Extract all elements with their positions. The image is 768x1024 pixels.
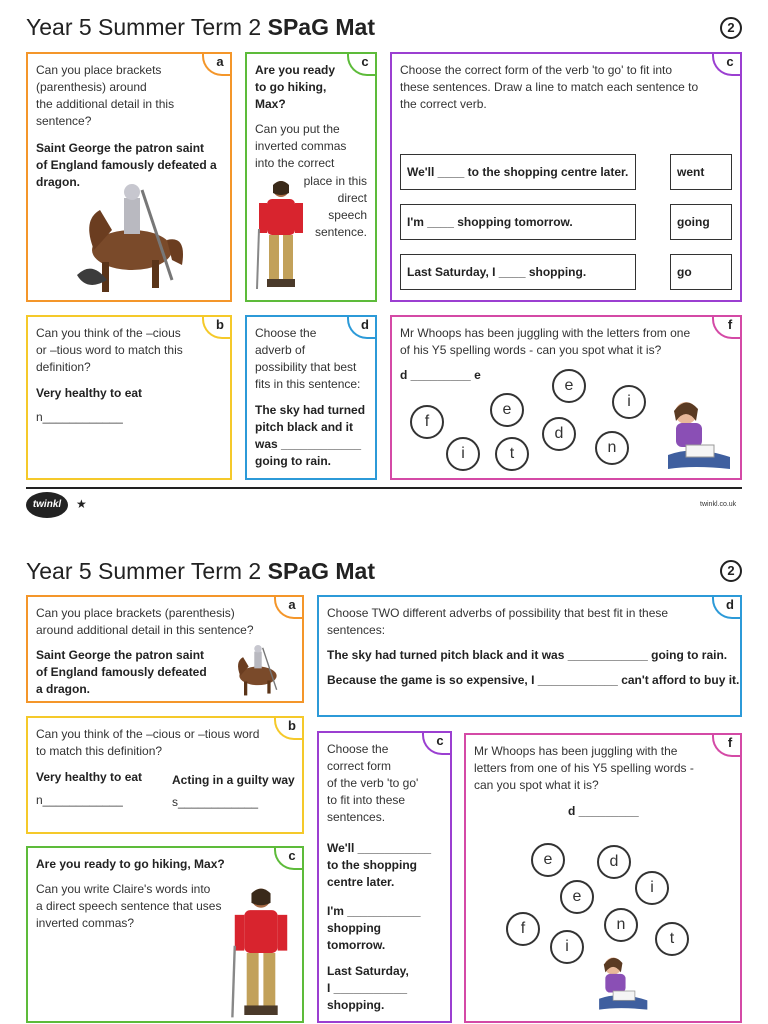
question-a-box bbox=[26, 52, 232, 302]
hiker-illustration-icon bbox=[230, 886, 292, 1020]
line: Mr Whoops has been juggling with the letters from one bbox=[400, 326, 691, 340]
question-b-answer-2[interactable]: s____________ bbox=[172, 795, 259, 809]
line: letters from one of his Y5 spelling words - bbox=[474, 761, 694, 775]
letter-bubble: i bbox=[612, 385, 646, 419]
star-icon: ★ bbox=[76, 497, 87, 511]
question-d-sentence-2[interactable]: Because the game is so expensive, I ____________ can't afford to buy it. bbox=[327, 673, 740, 687]
question-a-sentence bbox=[36, 647, 207, 698]
page-number: 2 bbox=[720, 17, 742, 39]
line: Choose the correct form of the verb 'to go' to fit into bbox=[400, 63, 673, 77]
tab-f: f bbox=[712, 733, 742, 757]
question-f-box bbox=[464, 733, 742, 1023]
letter-bubble: t bbox=[655, 922, 689, 956]
line: definition? bbox=[36, 360, 91, 374]
verb-question bbox=[400, 62, 698, 113]
line: We'll ___________ bbox=[327, 841, 432, 855]
line: to match this definition? bbox=[36, 744, 163, 758]
tab-b: b bbox=[202, 315, 232, 339]
line: direct bbox=[337, 191, 367, 205]
line: Can you place brackets (parenthesis) bbox=[36, 606, 235, 620]
question-d-text bbox=[255, 325, 360, 393]
letter-bubble: n bbox=[595, 431, 629, 465]
letter-bubble: n bbox=[604, 908, 638, 942]
verb-option-going[interactable]: going bbox=[670, 204, 732, 240]
line: Last Saturday, bbox=[327, 964, 409, 978]
line: pitch black and it bbox=[255, 420, 354, 434]
line: possibility that best bbox=[255, 360, 357, 374]
question-b-text bbox=[36, 726, 259, 760]
line: or –tious word to match this bbox=[36, 343, 183, 357]
page-number: 2 bbox=[720, 560, 742, 582]
question-a-box bbox=[26, 595, 304, 703]
girl-reading-illustration-icon bbox=[664, 399, 736, 473]
question-d-box bbox=[317, 595, 742, 717]
knight-dragon-illustration-icon bbox=[230, 643, 286, 697]
question-b-answer-1[interactable]: n____________ bbox=[36, 793, 123, 807]
tab-f: f bbox=[712, 315, 742, 339]
line: I ___________ bbox=[327, 981, 408, 995]
line: (parenthesis) around bbox=[36, 80, 147, 94]
question-f-box bbox=[390, 315, 742, 480]
tab-a: a bbox=[202, 52, 232, 76]
line: speech bbox=[328, 208, 367, 222]
line: can you spot what it is? bbox=[474, 778, 599, 792]
line: sentences: bbox=[327, 623, 386, 637]
line: Choose TWO different adverbs of possibility that best fit in these bbox=[327, 606, 669, 620]
hike-prompt-right bbox=[297, 173, 367, 241]
title-bold: SPaG Mat bbox=[267, 14, 375, 40]
tab-d: d bbox=[347, 315, 377, 339]
letter-bubble: i bbox=[550, 930, 584, 964]
question-a-text bbox=[36, 605, 254, 639]
question-c-hike-box bbox=[26, 846, 304, 1023]
tab-c: c bbox=[274, 846, 304, 870]
tab-d: d bbox=[712, 595, 742, 619]
letter-bubble: d bbox=[542, 417, 576, 451]
question-d-text bbox=[327, 605, 668, 639]
line: correct form bbox=[327, 759, 392, 773]
letter-bubble: d bbox=[597, 845, 631, 879]
line: fits in this sentence: bbox=[255, 377, 361, 391]
line: Can you think of the –cious bbox=[36, 326, 181, 340]
line: into the correct bbox=[255, 156, 335, 170]
line: a dragon. bbox=[36, 682, 91, 696]
verb-sentence-3[interactable] bbox=[327, 963, 409, 1014]
hike-prompt bbox=[255, 121, 346, 172]
verb-option-went[interactable]: went bbox=[670, 154, 732, 190]
line: was ____________ bbox=[255, 437, 362, 451]
line: shopping. bbox=[327, 998, 385, 1012]
letter-bubble: i bbox=[635, 871, 669, 905]
line: Can you think of the –cious or –tious word bbox=[36, 727, 260, 741]
line: to fit into these bbox=[327, 793, 406, 807]
tab-c: c bbox=[347, 52, 377, 76]
question-b-definition-1: Very healthy to eat bbox=[36, 770, 143, 784]
question-d-sentence bbox=[255, 402, 365, 470]
question-b-definition-2: Acting in a guilty way bbox=[172, 773, 295, 787]
letter-bubble: e bbox=[490, 393, 524, 427]
twinkl-logo: twinkl bbox=[26, 492, 68, 518]
question-f-text bbox=[474, 743, 694, 794]
question-f-text bbox=[400, 325, 690, 359]
line: Can you write Claire's words into bbox=[36, 882, 211, 896]
title-prefix: Year 5 Summer Term 2 bbox=[26, 558, 268, 584]
verb-question bbox=[327, 741, 418, 826]
line: place in this bbox=[303, 174, 367, 188]
line: sentence. bbox=[314, 225, 367, 239]
line: Max? bbox=[255, 97, 286, 111]
line: around additional detail in this sentence? bbox=[36, 623, 254, 637]
line: tomorrow. bbox=[327, 938, 386, 952]
question-b-text bbox=[36, 325, 183, 376]
line: the additional detail in this bbox=[36, 97, 175, 111]
verb-option-go[interactable]: go bbox=[670, 254, 732, 290]
page-title bbox=[26, 14, 375, 41]
verb-sentence-1[interactable] bbox=[327, 840, 431, 891]
line: dragon. bbox=[36, 175, 80, 189]
verb-sentence-2[interactable]: I'm ____ shopping tomorrow. bbox=[400, 204, 636, 240]
title-prefix: Year 5 Summer Term 2 bbox=[26, 14, 268, 40]
verb-sentence-3[interactable]: Last Saturday, I ____ shopping. bbox=[400, 254, 636, 290]
title-bold: SPaG Mat bbox=[267, 558, 375, 584]
line: Are you ready bbox=[255, 63, 336, 77]
tab-c: c bbox=[712, 52, 742, 76]
question-b-definition: Very healthy to eat bbox=[36, 386, 143, 400]
line: of his Y5 spelling words - can you spot what it is? bbox=[400, 343, 662, 357]
letter-bubble: t bbox=[495, 437, 529, 471]
tab-b: b bbox=[274, 716, 304, 740]
question-d-box bbox=[245, 315, 377, 480]
question-b-answer[interactable]: n____________ bbox=[36, 410, 123, 424]
line: to the shopping bbox=[327, 858, 417, 872]
line: a direct speech sentence that uses bbox=[36, 899, 222, 913]
letter-bubble: e bbox=[552, 369, 586, 403]
hike-quote: Are you ready to go hiking, Max? bbox=[36, 857, 225, 871]
line: I'm ___________ bbox=[327, 904, 421, 918]
verb-sentence-1[interactable]: We'll ____ to the shopping centre later. bbox=[400, 154, 636, 190]
line: Saint George the patron saint bbox=[36, 141, 205, 155]
knight-dragon-illustration-icon bbox=[72, 180, 192, 295]
hiker-illustration-icon bbox=[255, 179, 307, 291]
tab-a: a bbox=[274, 595, 304, 619]
line: going to rain. bbox=[255, 454, 331, 468]
tab-c: c bbox=[422, 731, 452, 755]
girl-reading-illustration-icon bbox=[596, 955, 652, 1013]
page-title bbox=[26, 558, 375, 585]
line: Choose the bbox=[255, 326, 317, 340]
line: shopping bbox=[327, 921, 381, 935]
line: Choose the bbox=[327, 742, 389, 756]
letter-bubble: i bbox=[446, 437, 480, 471]
line: adverb of bbox=[255, 343, 306, 357]
footer-url[interactable]: twinkl.co.uk bbox=[700, 501, 737, 508]
question-d-sentence-1[interactable]: The sky had turned pitch black and it was ____________ going to rain. bbox=[327, 648, 728, 662]
line: Can you place brackets bbox=[36, 63, 162, 77]
question-c-verb-box bbox=[317, 731, 452, 1023]
line: these sentences. Draw a line to match each sentence to bbox=[400, 80, 699, 94]
letter-bubble: f bbox=[410, 405, 444, 439]
letter-bubble: e bbox=[531, 843, 565, 877]
line: centre later. bbox=[327, 875, 395, 889]
line: Can you put the bbox=[255, 122, 340, 136]
line: sentence? bbox=[36, 114, 92, 128]
line: inverted commas? bbox=[36, 916, 135, 930]
line: of England famously defeated bbox=[36, 665, 207, 679]
verb-sentence-2[interactable] bbox=[327, 903, 421, 954]
question-c-hike-box bbox=[245, 52, 377, 302]
question-b-box bbox=[26, 716, 304, 834]
question-f-pattern[interactable]: d _________ bbox=[568, 804, 639, 818]
line: sentences. bbox=[327, 810, 386, 824]
hike-prompt bbox=[36, 881, 221, 932]
letter-bubble: f bbox=[506, 912, 540, 946]
hike-quote bbox=[255, 62, 335, 113]
question-a-text bbox=[36, 62, 174, 130]
line: The sky had turned bbox=[255, 403, 366, 417]
footer-divider bbox=[26, 487, 742, 489]
line: of England famously defeated a bbox=[36, 158, 217, 172]
line: inverted commas bbox=[255, 139, 347, 153]
line: the correct verb. bbox=[400, 97, 487, 111]
question-f-pattern[interactable]: d _________ e bbox=[400, 368, 481, 382]
line: Mr Whoops has been juggling with the bbox=[474, 744, 678, 758]
letter-bubble: e bbox=[560, 880, 594, 914]
question-b-box bbox=[26, 315, 232, 480]
line: Saint George the patron saint bbox=[36, 648, 205, 662]
question-c-verb-box bbox=[390, 52, 742, 302]
line: of the verb 'to go' bbox=[327, 776, 419, 790]
line: to go hiking, bbox=[255, 80, 327, 94]
